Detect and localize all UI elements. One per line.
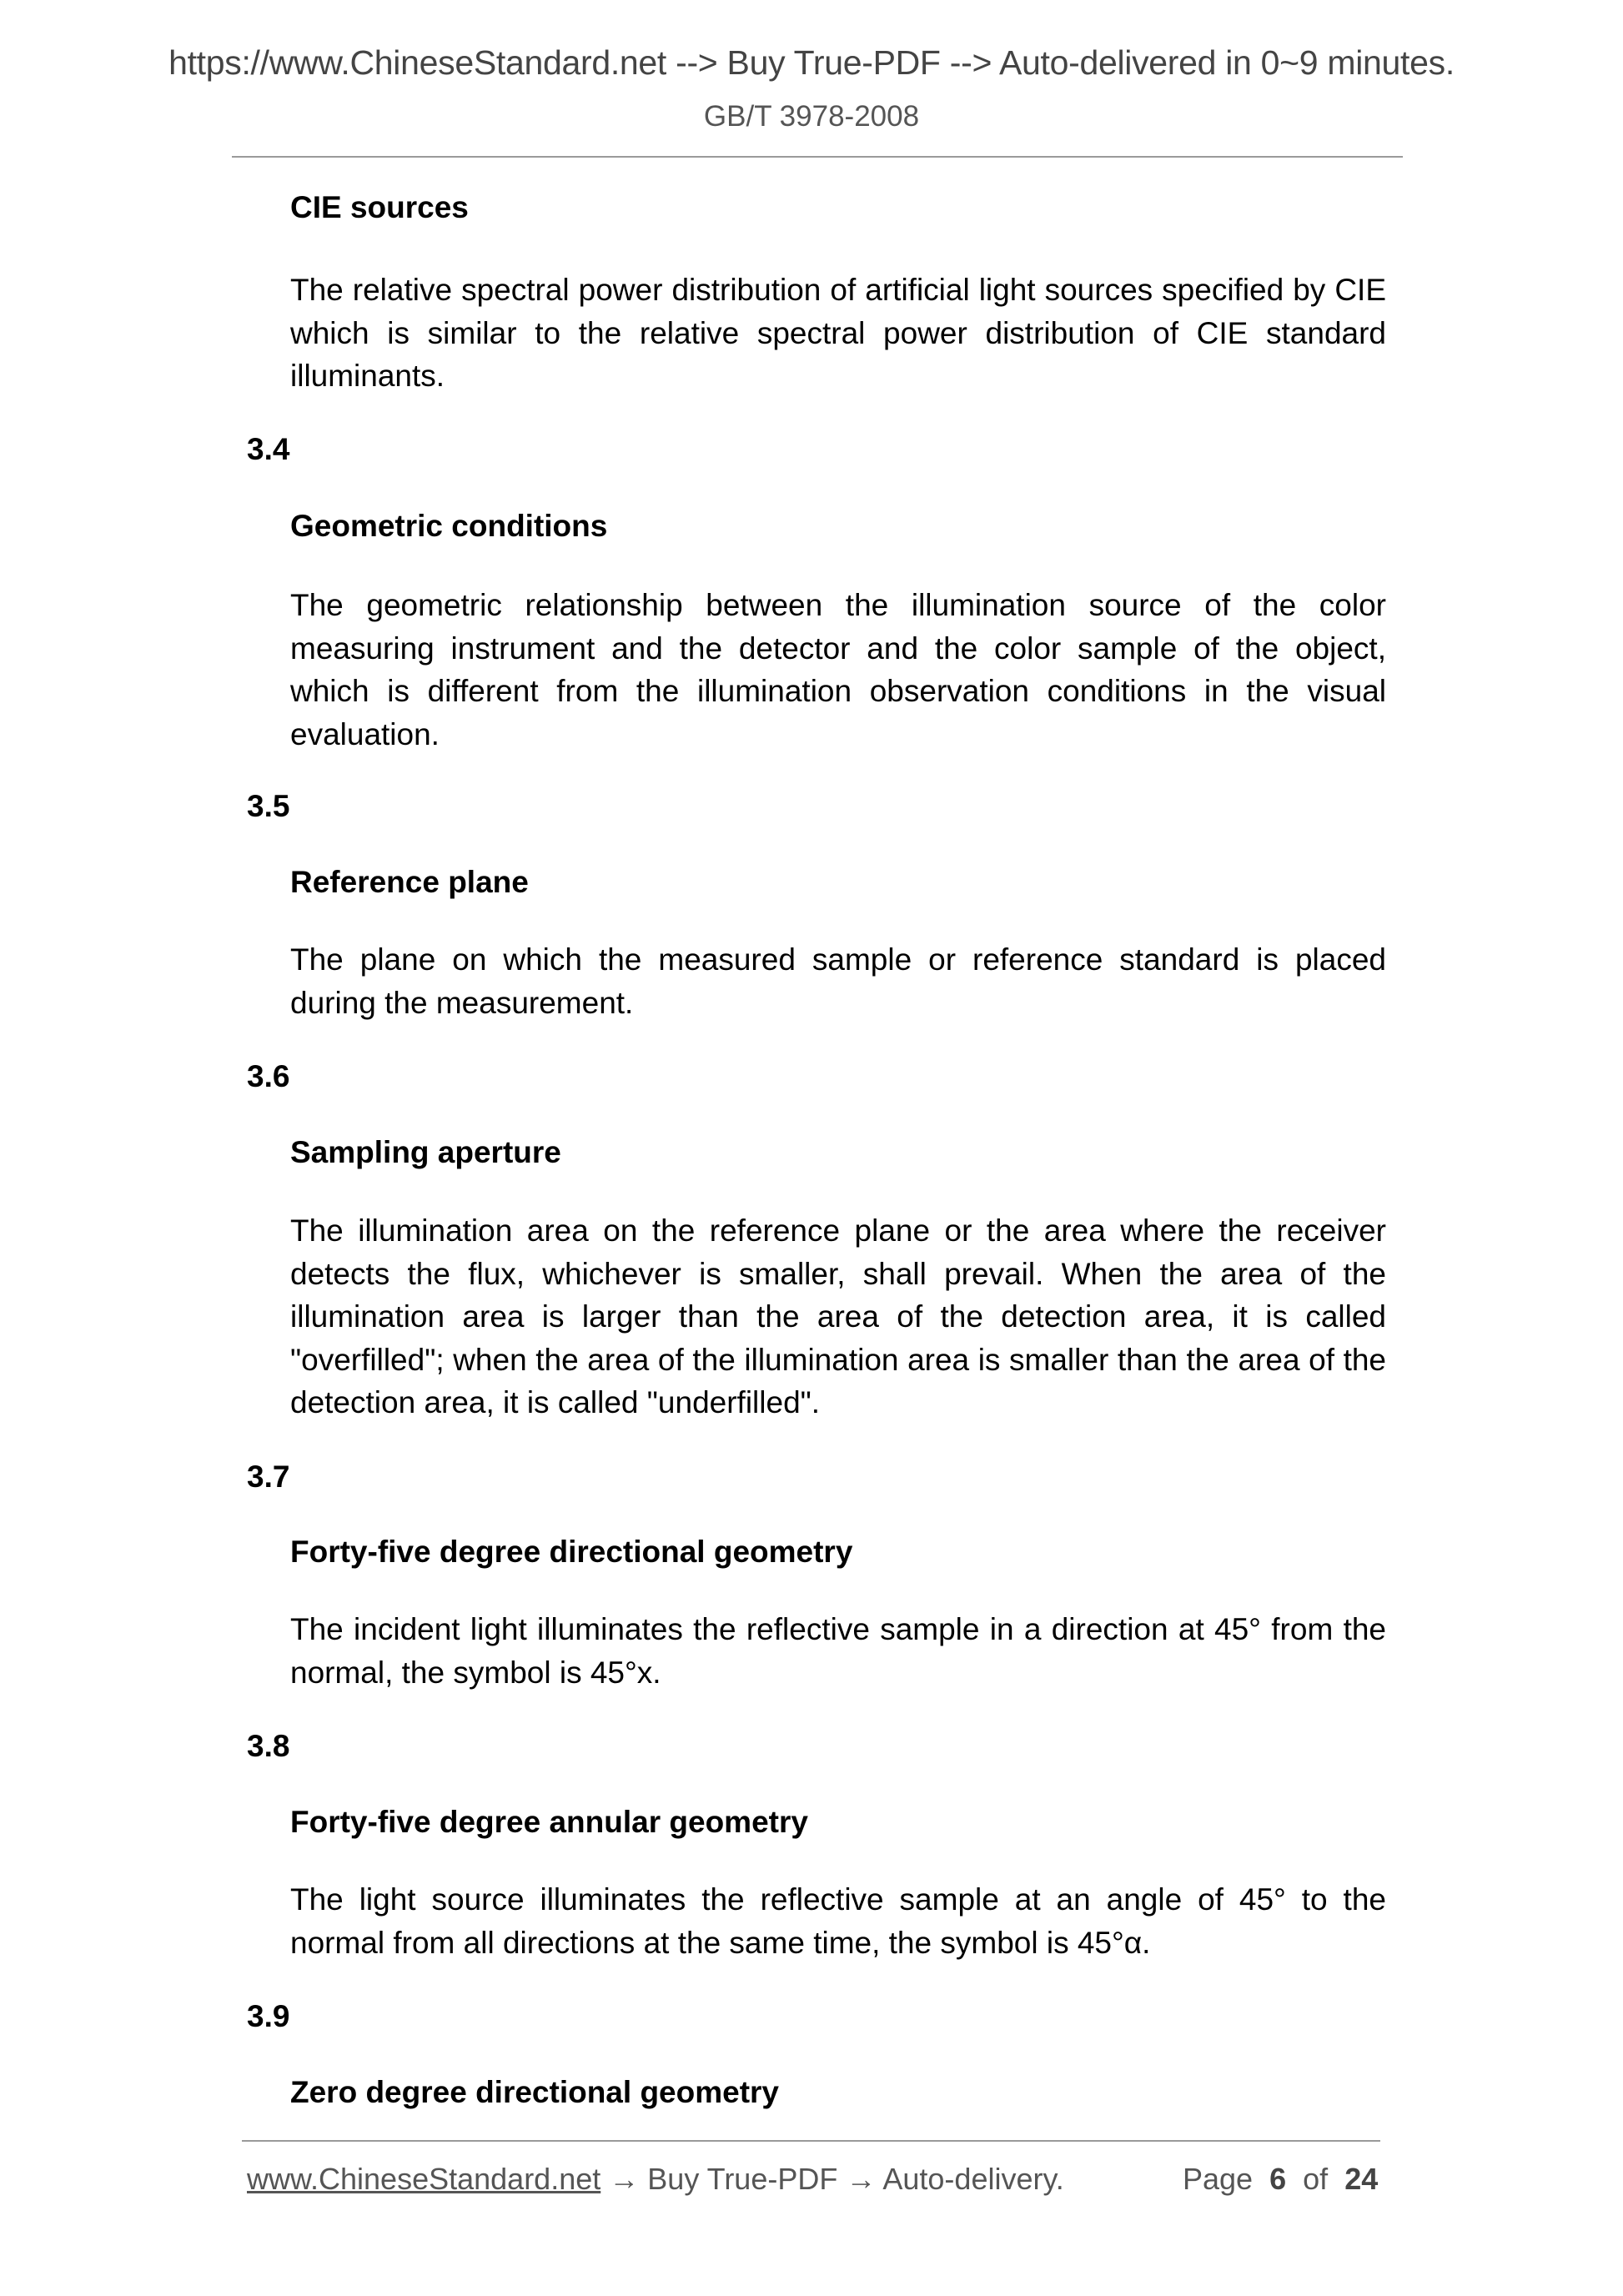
definition-cie-sources: The relative spectral power distribution of artificial light sources specified by CIE which is similar to the relative spectral power distribution of CIE standard illuminants. — [290, 273, 1386, 393]
definition-sampling-aperture: The illumination area on the reference plane or the area where the receiver detects the flux, whichever is smaller, shall prevail. When the area of the illumination area is larger than the area of the detection area, it is called "overfilled"; when the area of the illumination area is smaller than the area of the detection area, it is called "underfilled". — [290, 1213, 1386, 1419]
page-indicator — [1183, 2162, 1378, 2197]
definition-45-annular-geometry: The light source illuminates the reflective sample at an angle of 45° to the normal from all directions at the same time, the symbol is 45°α. — [290, 1882, 1386, 1960]
section-number-3-7: 3.7 — [247, 1459, 290, 1494]
page-total: 24 — [1344, 2162, 1379, 2196]
term-reference-plane: Reference plane — [290, 865, 529, 899]
term-geometric-conditions: Geometric conditions — [290, 509, 608, 543]
definition-reference-plane: The plane on which the measured sample or reference standard is placed during the measurement. — [290, 942, 1386, 1020]
term-45-directional-geometry: Forty-five degree directional geometry — [290, 1535, 853, 1569]
footer-divider — [242, 2140, 1380, 2142]
page-label: Page — [1183, 2162, 1254, 2196]
header-banner: https://www.ChineseStandard.net --> Buy True-PDF --> Auto-delivered in 0~9 minutes. — [168, 43, 1455, 82]
header-divider — [232, 156, 1403, 158]
term-cie-sources: CIE sources — [290, 190, 469, 224]
arrow-right-icon: → — [846, 2162, 877, 2196]
of-label: of — [1303, 2162, 1329, 2196]
definition-45-directional-geometry: The incident light illuminates the reflective sample in a direction at 45° from the normal, the symbol is 45°x. — [290, 1612, 1386, 1690]
section-number-3-6: 3.6 — [247, 1059, 290, 1093]
page-current: 6 — [1269, 2162, 1287, 2196]
section-number-3-9: 3.9 — [247, 1999, 290, 2033]
footer-promo — [247, 2162, 1064, 2197]
term-zero-directional-geometry: Zero degree directional geometry — [290, 2075, 780, 2109]
term-sampling-aperture: Sampling aperture — [290, 1135, 561, 1169]
section-number-3-4: 3.4 — [247, 432, 290, 466]
standard-code: GB/T 3978-2008 — [703, 100, 920, 133]
website-link[interactable]: www.ChineseStandard.net — [247, 2162, 601, 2196]
section-number-3-5: 3.5 — [247, 789, 290, 823]
arrow-right-icon: → — [609, 2162, 640, 2196]
term-45-annular-geometry: Forty-five degree annular geometry — [290, 1805, 808, 1839]
definition-geometric-conditions: The geometric relationship between the illumination source of the color measuring instrument and the detector and the color sample of the object, which is different from the illumination observation conditions in the visual evaluation. — [290, 588, 1386, 751]
delivery-text: Auto-delivery. — [882, 2162, 1064, 2196]
section-number-3-8: 3.8 — [247, 1729, 290, 1763]
buy-text: Buy True-PDF — [647, 2162, 838, 2196]
